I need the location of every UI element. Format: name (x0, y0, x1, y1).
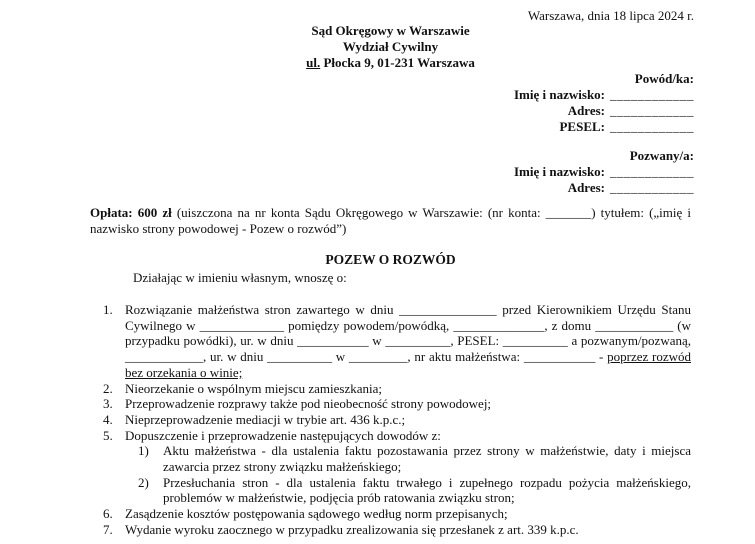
item-text (125, 428, 691, 444)
list-item (103, 506, 691, 522)
party-field-row (514, 164, 694, 180)
item-text (125, 522, 691, 538)
date-line: Warszawa, dnia 18 lipca 2024 r. (527, 8, 694, 23)
item-number: 6. (103, 506, 113, 522)
field-blank-line: ____________ (610, 180, 694, 195)
party-field-row (514, 119, 694, 135)
item-text-main: Przeprowadzenie rozprawy także pod nieobecność strony powodowej; (125, 396, 492, 412)
field-blank-line: ____________ (610, 119, 694, 134)
item-number: 4. (103, 411, 113, 427)
document-title: POZEW O ROZWÓD (325, 252, 456, 267)
defendant-fields (514, 164, 694, 196)
item-number: 5. (103, 427, 113, 443)
list-item (103, 381, 691, 397)
field-blank-line: ____________ (610, 164, 694, 179)
fee-amount: Opłata: 600 zł (90, 205, 172, 220)
item-number: 1. (103, 302, 113, 317)
plaintiff-heading: Powód/ka: (634, 71, 694, 86)
party-field-row (514, 103, 694, 119)
subitem-text: Przesłuchania stron - dla ustalenia faktu trwałego i zupełnego rozpadu pożycia małżeńskiego, problemów w małżeństwie, podjęcia prób ratowania związku stron; (163, 474, 691, 506)
intro-line: Działając w imieniu własnym, wnoszę o: (133, 270, 347, 285)
list-item (103, 522, 691, 538)
court-name: Sąd Okręgowy w Warszawie (311, 23, 470, 38)
plaintiff-fields (514, 87, 694, 135)
field-blank-line: ____________ (610, 103, 694, 118)
field-label: Adres: (567, 103, 605, 118)
street-abbreviation: ul. (306, 55, 321, 70)
court-street-address (90, 55, 691, 71)
field-label: Adres: (567, 180, 605, 195)
list-item (103, 396, 691, 412)
field-label: PESEL: (559, 119, 605, 134)
sub-list-item (138, 475, 691, 506)
fee-details: (uiszczona na nr konta Sądu Okręgowego w Warszawie: (nr konta: _______) tytułem: („imię i nazwisko strony powodowej - Pozew o rozwód”) (90, 205, 692, 236)
item-number: 2. (103, 380, 113, 396)
list-item (103, 412, 691, 428)
street-rest: Płocka 9, 01-231 Warszawa (320, 55, 475, 70)
item-number: 7. (103, 521, 113, 537)
item-text-main: Wydanie wyroku zaocznego w przypadku zrealizowania się przesłanek z art. 339 k.p.c. (125, 521, 579, 537)
field-blank-line: ____________ (610, 87, 694, 102)
subitem-number: 1) (138, 443, 149, 459)
field-label: Imię i nazwisko: (514, 87, 605, 102)
subitem-text: Aktu małżeństwa - dla ustalenia faktu pozostawania przez strony w małżeństwie, daty i miejsca zawarcia przez strony związku małżeńskiego; (163, 443, 691, 475)
item-text-main: Nieprzeprowadzenie mediacji w trybie art. 436 k.p.c.; (125, 411, 406, 427)
party-field-row (514, 180, 694, 196)
item-text-main: Zasądzenie kosztów postępowania sądowego według norm przepisanych; (125, 506, 508, 522)
item-text (125, 506, 691, 522)
fee-paragraph (90, 205, 691, 237)
item-number: 3. (103, 396, 113, 412)
item-text (125, 381, 691, 397)
item-text-main: Nieorzekanie o wspólnym miejscu zamieszkania; (125, 380, 383, 396)
defendant-block (514, 148, 694, 196)
item-text-main: Rozwiązanie małżeństwa stron zawartego w dniu _______________ przed Kierownikiem Urzędu Stanu Cywilnego w _____________ pomiędzy powodem/powódką, ______________, z domu ____________ (w przypadku powódki), ur. w dniu ___________ w __________, PESEL: __________ a pozwanym/pozwaną, ____________, ur. w dniu __________ w _________, nr aktu małżeństwa: ___________ - (125, 302, 691, 365)
item-text-underlined: poprzez rozwód bez orzekania o winie; (125, 349, 691, 380)
defendant-heading: Pozwany/a: (629, 148, 694, 163)
court-address-block (90, 23, 691, 71)
petition-items-list (103, 302, 691, 538)
party-field-row (514, 87, 694, 103)
item-text (125, 412, 691, 428)
item-text (125, 396, 691, 412)
field-label: Imię i nazwisko: (514, 164, 605, 179)
subitem-number: 2) (138, 474, 149, 490)
item-text (125, 302, 691, 381)
list-item (103, 428, 691, 444)
sub-list-item (138, 443, 691, 474)
plaintiff-block (514, 71, 694, 135)
item-text-main: Dopuszczenie i przeprowadzenie następujących dowodów z: (125, 427, 441, 443)
court-division: Wydział Cywilny (342, 39, 439, 54)
list-item (103, 302, 691, 381)
